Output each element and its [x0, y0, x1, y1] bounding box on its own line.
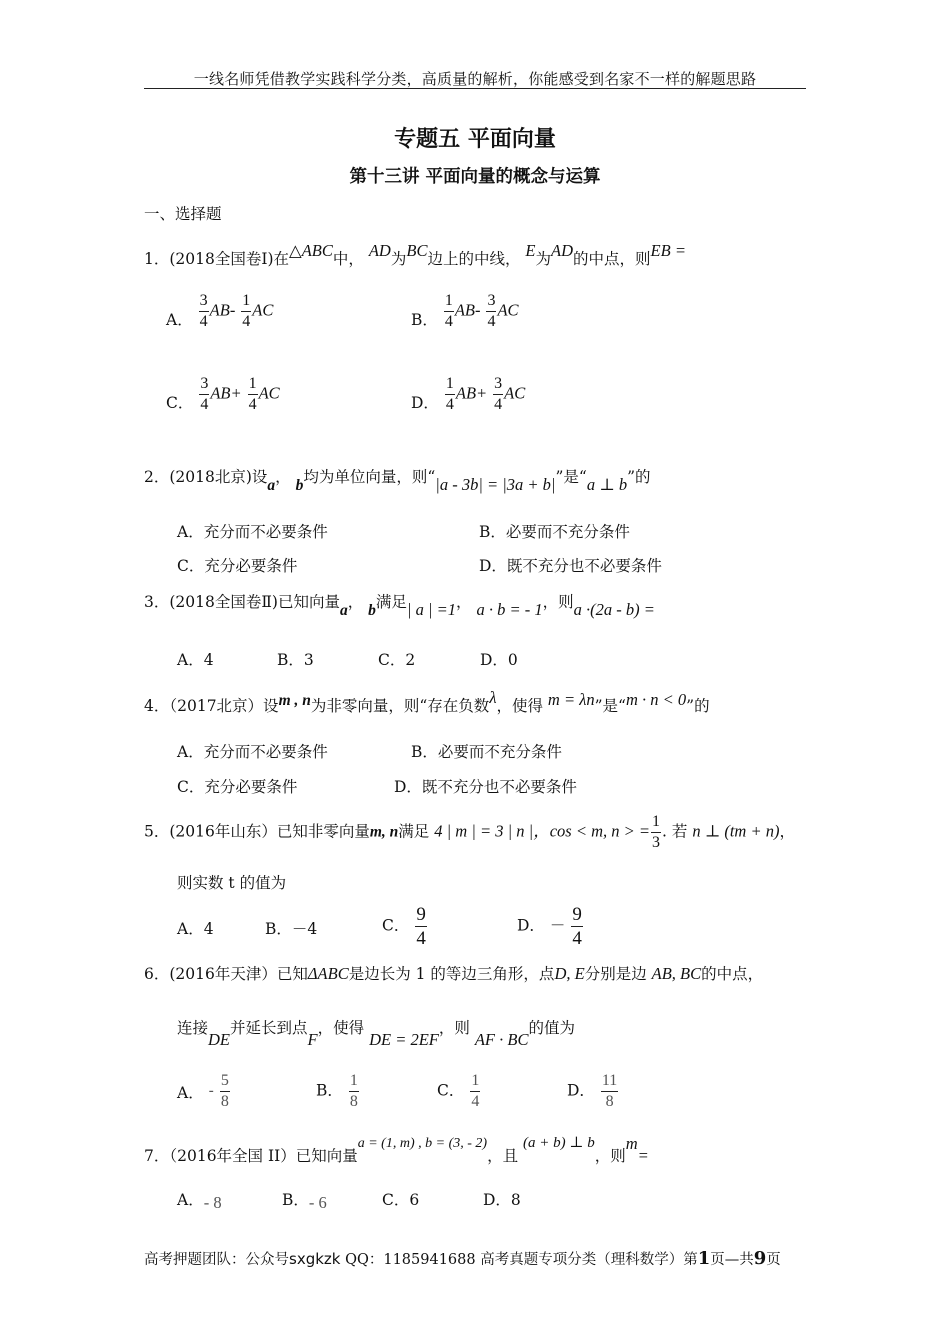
q5c-frac	[415, 905, 427, 948]
q4-lead: 4．（2017北京）设	[144, 697, 279, 715]
numerator: 3	[493, 376, 503, 395]
q2-condition: |a - 3b| = |3a + b|	[435, 475, 556, 494]
vector-b: b	[295, 477, 304, 494]
q1d-frac1	[445, 376, 455, 413]
vector-ab: AB	[454, 300, 475, 320]
page-header: 一线名师凭借教学实践科学分类，高质量的解析，你能感受到名家不一样的解题思路	[193, 70, 757, 88]
q6-option-d[interactable]	[567, 1073, 619, 1110]
q1-option-c[interactable]	[166, 376, 280, 413]
q3-text: 满足	[375, 593, 407, 611]
q2-option-c[interactable]: C．充分必要条件	[177, 557, 298, 575]
q2-stem	[144, 465, 651, 494]
q1-EB: EB =	[650, 241, 686, 260]
q7-lead: 7．（2016年全国 II）已知向量	[144, 1147, 358, 1165]
q7-text: ，则	[594, 1147, 626, 1165]
option-value: - 8	[203, 1193, 222, 1212]
option-label: C．	[166, 393, 194, 412]
segment-de: DE	[208, 1030, 231, 1049]
q5-text: 满足	[398, 822, 430, 841]
q6-equation: DE = 2EF	[369, 1030, 439, 1049]
denominator: 4	[200, 396, 209, 413]
q3-option-c[interactable]: C．2	[378, 651, 416, 669]
q1-triangle: △ABC	[289, 241, 333, 260]
q2-text: ”的	[627, 468, 651, 486]
q3-text: ，	[347, 593, 364, 611]
q6-stem	[144, 962, 763, 984]
q5-text: . 若	[662, 822, 688, 841]
vector-ac: AC	[497, 300, 519, 320]
q5-text: ，	[779, 822, 795, 841]
q3-condition-1: | a | =1	[406, 600, 457, 619]
q3-expression: a ·(2a - b) =	[573, 600, 655, 619]
lecture-subtitle: 第十三讲 平面向量的概念与运算	[349, 167, 601, 187]
q6b-frac	[349, 1073, 359, 1110]
q2-option-a[interactable]: A．充分而不必要条件	[177, 523, 328, 541]
numerator: 9	[572, 904, 582, 925]
q5-option-c[interactable]	[382, 905, 428, 948]
q6-text: 是边长为 1 的等边三角形，点	[348, 965, 555, 983]
denominator: 4	[199, 313, 208, 330]
q2-option-b[interactable]: B．必要而不充分条件	[479, 523, 630, 541]
denominator: 3	[652, 834, 661, 851]
q3-lead: 3．(2018全国卷Ⅱ)已知向量	[144, 593, 340, 611]
numerator: 9	[416, 904, 426, 925]
q7-stem	[144, 1134, 649, 1166]
q1b-frac2	[486, 293, 496, 330]
operator: -	[229, 300, 236, 320]
numerator: 1	[470, 1073, 480, 1092]
q1-stem	[144, 241, 686, 269]
q4-stem	[144, 688, 710, 716]
q1c-frac2	[248, 376, 258, 413]
q7-option-d[interactable]: D．8	[483, 1191, 521, 1209]
q1d-frac2	[493, 376, 503, 413]
header-rule	[144, 88, 806, 89]
q1-AD: AD	[368, 241, 391, 260]
footer-text: 页—共	[710, 1252, 754, 1268]
q5-option-d[interactable]	[517, 905, 584, 948]
option-label: B．	[282, 1191, 309, 1209]
q2-lead: 2．(2018北京)设	[144, 468, 268, 486]
denominator: 4	[242, 313, 251, 330]
q1-text: 边上的中线，	[427, 250, 521, 268]
q7-text: ，且	[487, 1147, 519, 1165]
q7-option-b[interactable]	[282, 1188, 327, 1210]
q1-lead: 1．(2018全国卷Ⅰ)在	[144, 250, 290, 268]
q1-BC: BC	[406, 241, 428, 260]
numerator: 5	[220, 1073, 230, 1092]
page-footer	[144, 1248, 781, 1269]
q3-option-a[interactable]: A．4	[177, 651, 214, 669]
denominator: 4	[416, 928, 426, 949]
point-f: F	[307, 1030, 318, 1049]
q6-lead: 6．(2016年天津）已知	[144, 965, 308, 983]
q6-dot-product: AF · BC	[474, 1030, 529, 1049]
q5-option-a[interactable]: A．4	[177, 920, 214, 938]
denominator: 8	[605, 1093, 614, 1110]
q5-perpendicular: n ⊥ (tm + n)	[692, 821, 780, 841]
q6-text: 连接	[177, 1019, 209, 1037]
vector-ac: AC	[504, 383, 526, 403]
numerator: 1	[248, 376, 258, 395]
q1-AD2: AD	[551, 241, 574, 260]
denominator: 4	[444, 313, 453, 330]
q4-text: ”的	[686, 697, 710, 715]
vector-ac: AC	[258, 383, 280, 403]
vector-ab: AB	[209, 300, 230, 320]
q3-option-d[interactable]: D．0	[480, 651, 518, 669]
q4-option-d[interactable]: D．既不充分也不必要条件	[394, 778, 577, 796]
section-heading: 一、选择题	[144, 205, 222, 223]
numerator: 3	[199, 376, 209, 395]
q6-points: D, E	[554, 964, 585, 983]
operator: +	[476, 383, 488, 403]
footer-text: 高考押题团队：公众号	[144, 1252, 289, 1268]
numerator: 3	[486, 293, 496, 312]
option-label: A．	[177, 1191, 204, 1209]
q2-text: ，	[275, 468, 291, 486]
numerator: 3	[199, 293, 209, 312]
q7-option-a[interactable]	[177, 1188, 222, 1210]
denominator: 8	[349, 1093, 358, 1110]
option-label: A．	[166, 310, 193, 329]
option-label: B．	[316, 1081, 343, 1100]
q6-option-b[interactable]	[316, 1073, 360, 1110]
q5-option-b[interactable]: B．－4	[265, 920, 318, 938]
q3-stem	[144, 590, 655, 619]
q5-cosine: ，cos < m, n > =	[533, 821, 651, 841]
minus-sign: -	[208, 1081, 214, 1100]
q5-stem	[144, 814, 795, 851]
q5-stem-line2: 则实数 t 的值为	[177, 874, 287, 892]
q6-text: ，使得	[317, 1019, 365, 1037]
q5d-frac	[571, 905, 583, 948]
q3-option-b[interactable]: B．3	[277, 651, 314, 669]
numerator: 1	[349, 1073, 359, 1092]
q4-text: ”是“	[594, 697, 626, 715]
q1-text: 的中点，则	[573, 250, 651, 268]
q4-equation: m = λn	[547, 690, 595, 709]
option-label: C．	[382, 916, 410, 935]
vector-a: a	[339, 602, 348, 619]
q1c-frac1	[199, 376, 209, 413]
denominator: 8	[220, 1093, 229, 1110]
q4-option-a[interactable]: A．充分而不必要条件	[177, 743, 328, 761]
footer-text: QQ：1185941688 高考真题专项分类（理科数学）第	[340, 1252, 698, 1268]
denominator: 4	[248, 396, 257, 413]
option-label: B．	[411, 310, 438, 329]
minus-sign: －	[549, 916, 566, 935]
denominator: 4	[487, 313, 496, 330]
q6-text: 分别是边	[584, 965, 647, 983]
numerator: 1	[241, 293, 251, 312]
q4-option-c[interactable]: C．充分必要条件	[177, 778, 298, 796]
q4-option-b[interactable]: B．必要而不充分条件	[411, 743, 562, 761]
page-number: 1	[697, 1248, 711, 1269]
option-label: D．	[517, 916, 545, 935]
q6-option-c[interactable]	[437, 1073, 481, 1110]
q6-sides: AB, BC	[651, 964, 702, 983]
footer-account: sxgkzk	[289, 1250, 341, 1268]
q3-text: ，	[456, 593, 472, 611]
q4-text: 为非零向量，则“存在负数	[310, 697, 490, 715]
q2-perpendicular: a ⊥ b	[586, 475, 628, 494]
vectors-mn: m , n	[278, 692, 311, 709]
q6a-frac	[220, 1073, 230, 1110]
denominator: 4	[494, 396, 503, 413]
numerator: 1	[445, 376, 455, 395]
q6-text: 的值为	[528, 1019, 575, 1037]
q1-text: 为	[390, 250, 407, 268]
q1-option-a[interactable]	[166, 293, 273, 330]
q1a-frac1	[199, 293, 209, 330]
numerator: 11	[601, 1073, 618, 1092]
q1a-frac2	[241, 293, 251, 330]
denominator: 4	[471, 1093, 480, 1110]
q2-option-d[interactable]: D．既不充分也不必要条件	[479, 557, 662, 575]
vectors-mn: m, n	[369, 823, 399, 841]
q5-lead: 5．(2016年山东）已知非零向量	[144, 822, 370, 841]
q7-m: m	[625, 1134, 638, 1153]
q6-text: 的中点，	[701, 965, 764, 983]
page-title: 专题五 平面向量	[394, 126, 556, 152]
q1-E: E	[525, 241, 536, 260]
option-label: D．	[567, 1081, 595, 1100]
q1-text: 为	[535, 250, 552, 268]
option-label: D．	[411, 393, 439, 412]
q1-text: 中，	[332, 250, 364, 268]
q3-condition-2: a · b = - 1	[476, 600, 543, 619]
q2-text: ”是“	[555, 468, 587, 486]
q2-text: 均为单位向量，则“	[303, 468, 436, 486]
denominator: 4	[445, 396, 454, 413]
operator: +	[230, 383, 242, 403]
q6-text: 并延长到点	[230, 1019, 308, 1037]
q7-equals: =	[637, 1146, 649, 1165]
q6-triangle: ΔABC	[307, 964, 349, 983]
footer-text: 页	[766, 1252, 781, 1268]
lambda: λ	[489, 688, 497, 707]
vector-ab: AB	[210, 383, 231, 403]
q6-option-a[interactable]	[177, 1073, 231, 1110]
q5-condition: 4 | m | = 3 | n |	[434, 821, 534, 841]
q7-option-c[interactable]: C．6	[382, 1191, 420, 1209]
vector-ab: AB	[455, 383, 477, 403]
q5-cos-frac	[651, 814, 661, 851]
q6-text: ，则	[438, 1019, 470, 1037]
option-label: A．	[177, 1083, 204, 1102]
q1-option-b[interactable]	[411, 293, 519, 330]
total-pages: 9	[753, 1248, 767, 1269]
q1-option-d[interactable]	[411, 376, 525, 413]
q6c-frac	[470, 1073, 480, 1110]
operator: -	[475, 300, 481, 320]
vector-a: a	[267, 477, 276, 494]
q1b-frac1	[444, 293, 454, 330]
q6d-frac	[601, 1073, 618, 1110]
option-label: C．	[437, 1081, 465, 1100]
numerator: 1	[444, 293, 454, 312]
q7-condition: (a + b) ⊥ b	[523, 1135, 595, 1151]
q4-inequality: m · n < 0	[625, 690, 687, 709]
denominator: 4	[572, 928, 582, 949]
q6-stem-line2	[177, 1016, 575, 1049]
q3-text: ，则	[542, 593, 574, 611]
numerator: 1	[651, 814, 661, 833]
vector-ac: AC	[252, 300, 274, 320]
option-value: - 6	[308, 1193, 327, 1212]
vector-b: b	[368, 602, 376, 619]
q7-vectors: a = (1, m) , b = (3, - 2)	[357, 1136, 488, 1151]
q4-text: ，使得	[496, 697, 543, 715]
